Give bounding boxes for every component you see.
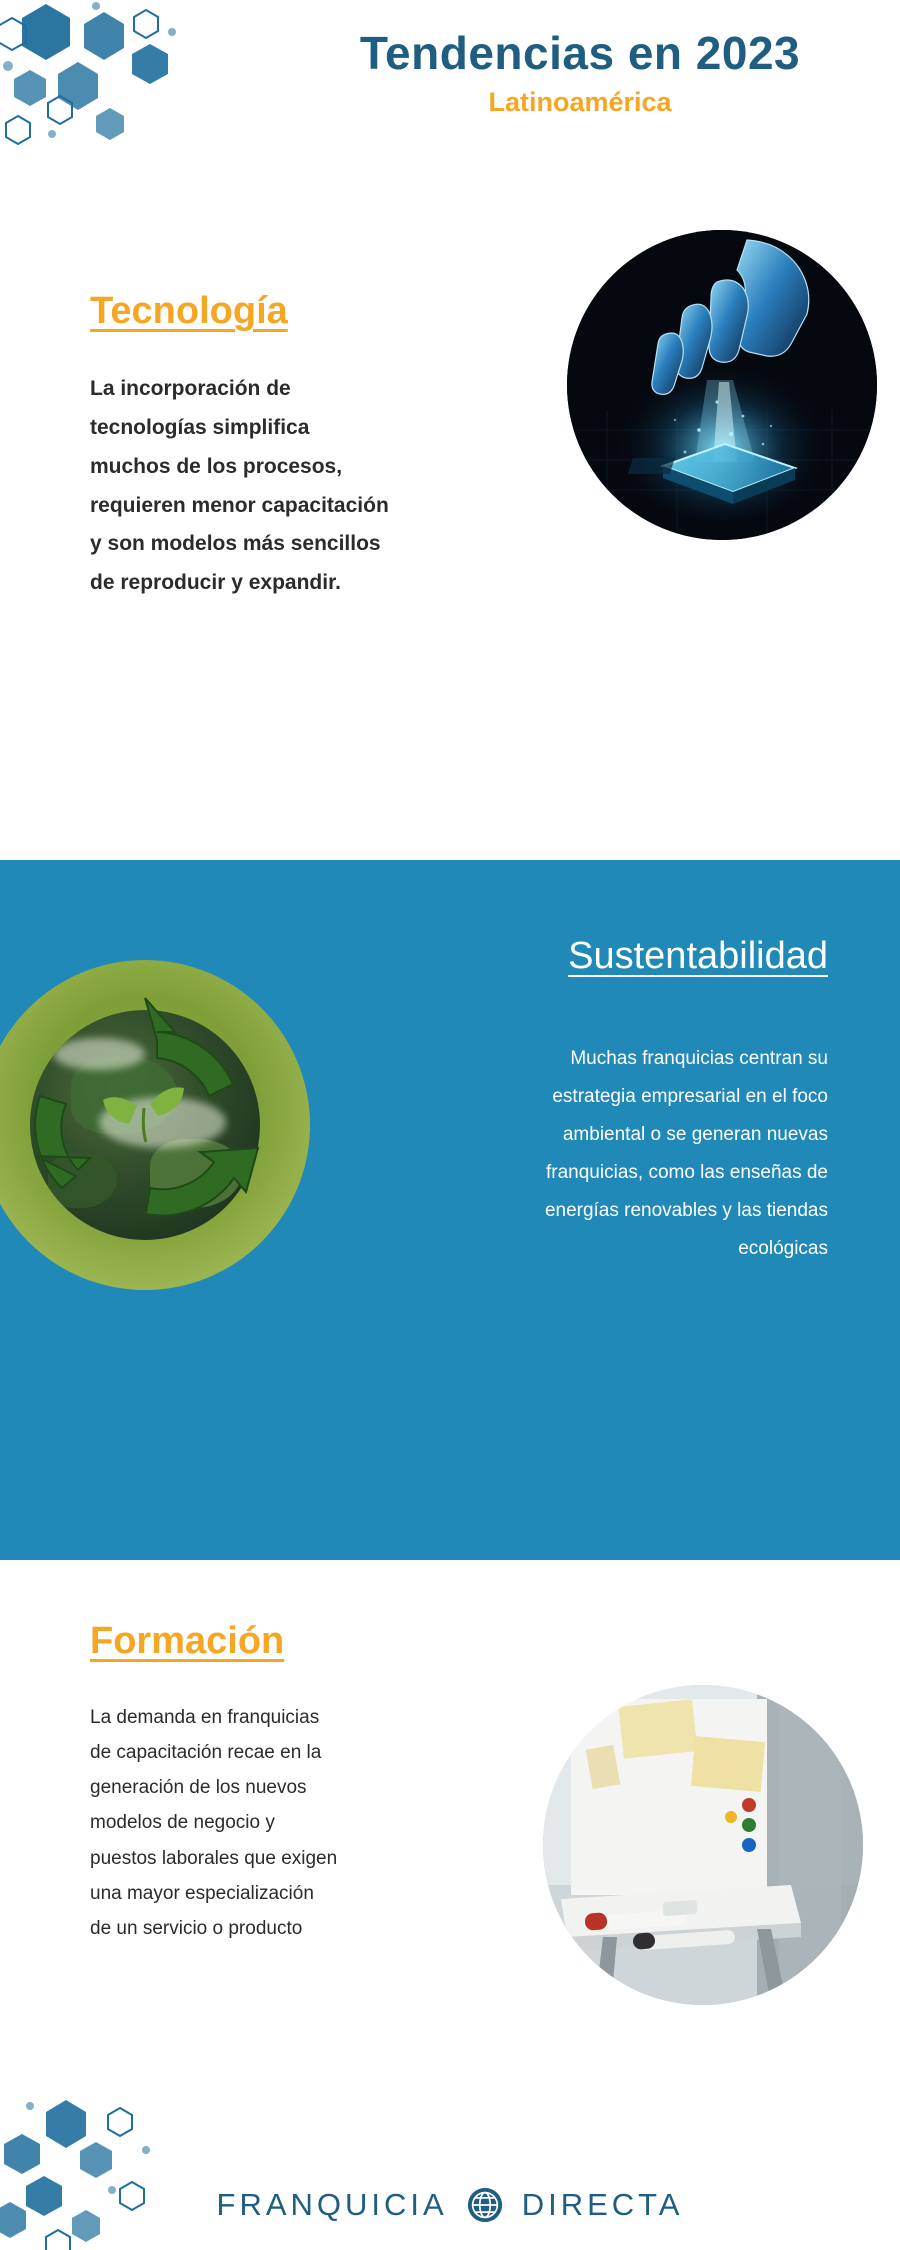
- brand-word-left: FRANQUICIA: [216, 2187, 448, 2222]
- footer: [0, 2120, 900, 2250]
- brand-word-right: DIRECTA: [521, 2187, 684, 2222]
- recycling-arrows-icon: [0, 980, 290, 1270]
- section-formacion: [0, 1560, 900, 2120]
- hexagon-cluster-icon: [0, 0, 280, 155]
- header-titles: [280, 28, 880, 118]
- section-heading-tecnologia: Tecnología: [90, 290, 288, 332]
- section-body-tecnologia: La incorporación de tecnologías simplifica muchos de los procesos, requieren menor capacitación y son modelos más sencillos de reproducir y expandir.: [90, 377, 389, 595]
- section-heading-sustentabilidad: Sustentabilidad: [568, 935, 828, 977]
- section-sustentabilidad: [0, 860, 900, 1560]
- section-body-formacion: La demanda en franquicias de capacitación recae en la generación de los nuevos modelos de negocio y puestos laborales que exigen una mayor especialización de un servicio o producto: [90, 1707, 338, 1939]
- section-heading-formacion: Formación: [90, 1620, 285, 1662]
- page-subtitle: Latinoamérica: [488, 86, 672, 117]
- image-formacion: [543, 1685, 863, 2005]
- globe-icon: [466, 2186, 504, 2224]
- header: [0, 0, 900, 175]
- brand-logo: [0, 2186, 900, 2224]
- robotic-hand-chip-icon: [567, 230, 877, 540]
- section-tecnologia: [0, 175, 900, 860]
- image-tecnologia: [567, 230, 877, 540]
- whiteboard-markers-icon: [543, 1685, 863, 2005]
- section-body-sustentabilidad: Muchas franquicias centran su estrategia empresarial en el foco ambiental o se generan nuevas franquicias, como las enseñas de energías renovables y las tiendas ecológicas: [544, 1048, 828, 1259]
- page-title: Tendencias en 2023: [359, 27, 801, 79]
- image-sustentabilidad: [0, 960, 310, 1290]
